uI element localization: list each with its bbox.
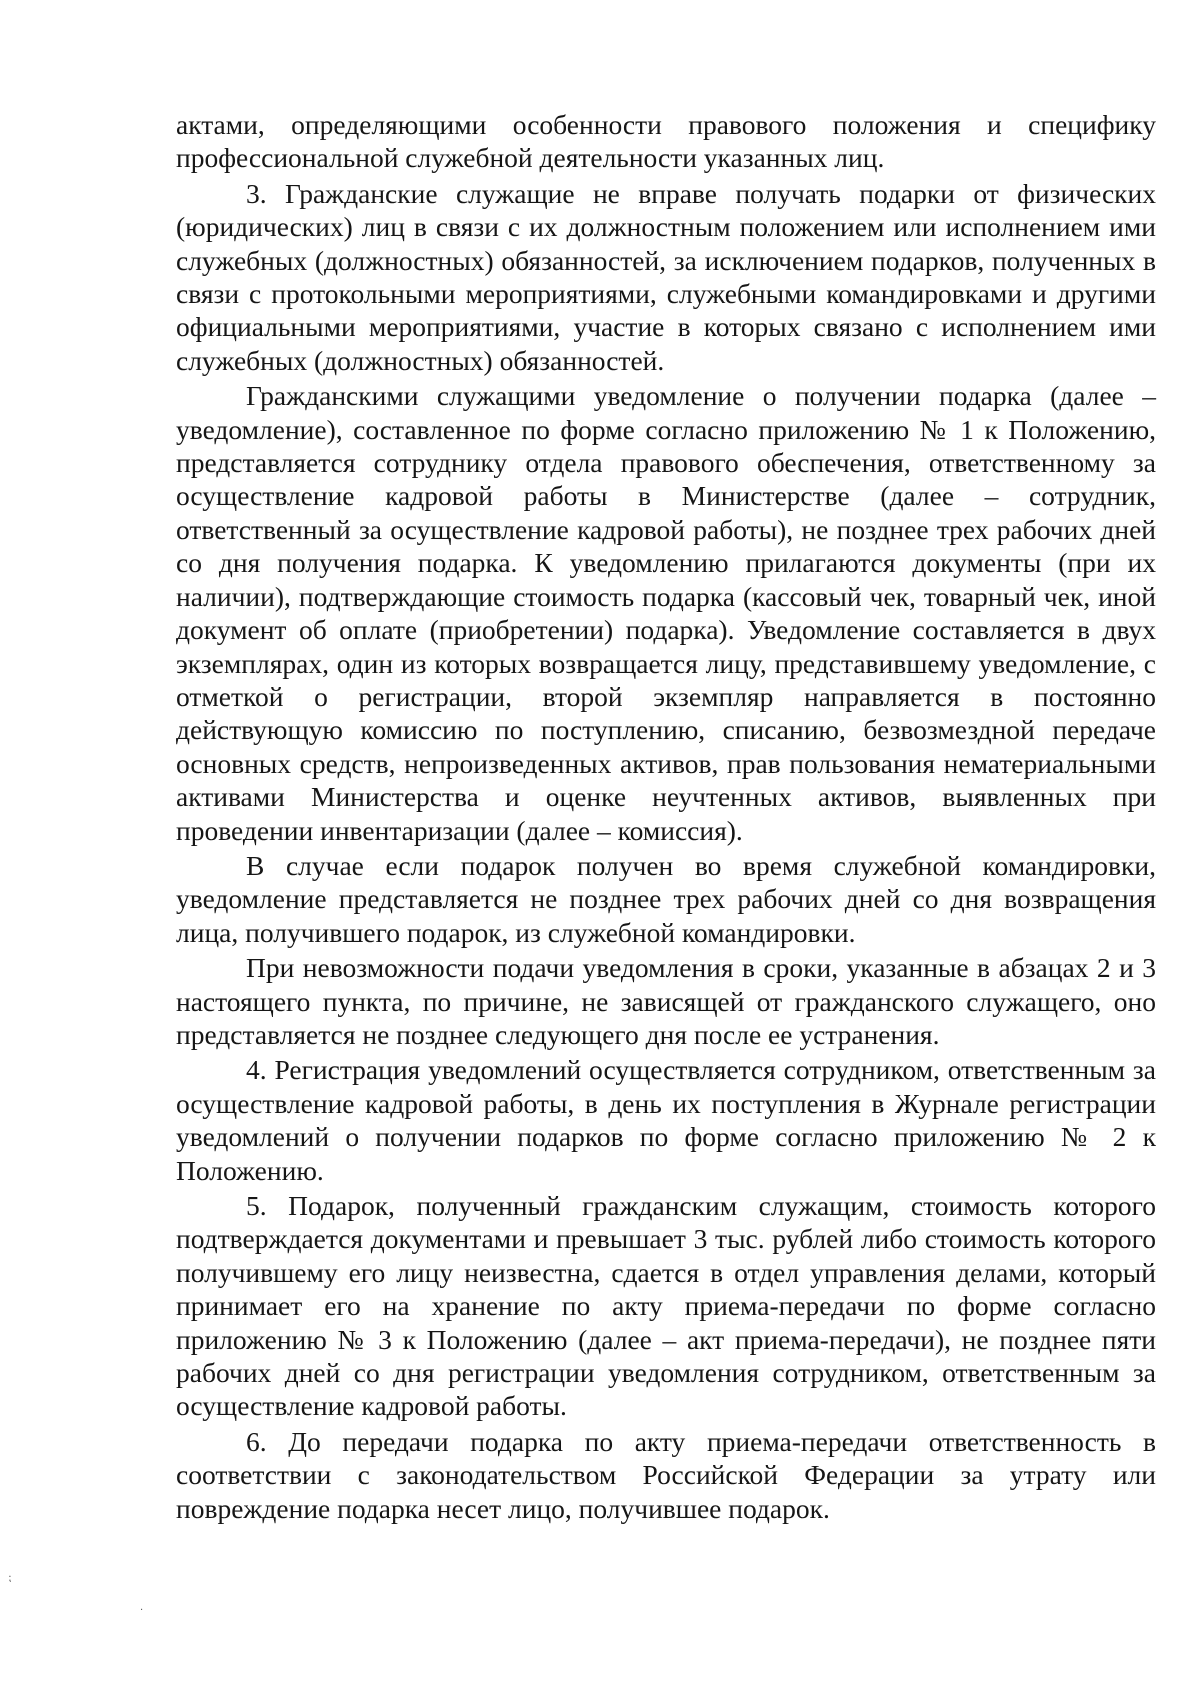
paragraph-notification-procedure: Гражданскими служащими уведомление о получении подарка (далее – уведомление), составленное по форме согласно приложению № 1 к Положению, представляется сотруднику отдела правового обеспечения, ответственному за осуществление кадровой работы в Министерстве (далее – сотрудник, ответственный за осуществление кадровой работы), не позднее трех рабочих дней со дня получения подарка. К уведомлению прилагаются документы (при их наличии), подтверждающие стоимость подарка (кассовый чек, товарный чек, иной документ об оплате (приобретении) подарка). Уведомление составляется в двух экземплярах, один из которых возвращается лицу, представившему уведомление, с отметкой о регистрации, второй экземпляр направляется в постоянно действующую комиссию по поступлению, списанию, безвозмездной передаче основных средств, непроизведенных активов, прав пользования нематериальными активами Министерства и оценке неучтенных активов, выявленных при проведении инвентаризации (далее – комиссия).: [176, 380, 1156, 846]
scan-artifact-mark: ⁏: [8, 1573, 12, 1584]
scan-artifact-dot: ·: [140, 1605, 144, 1616]
paragraph-item-6: 6. До передачи подарка по акту приема-передачи ответственность в соответствии с законодательством Российской Федерации за утрату или повреждение подарка несет лицо, получившее подарок.: [176, 1425, 1156, 1524]
paragraph-item-3: 3. Гражданские служащие не вправе получать подарки от физических (юридических) лиц в связи с их должностным положением или исполнением ими служебных (должностных) обязанностей, за исключением подарков, полученных в связи с протокольными мероприятиями, служебными командировками и другими официальными мероприятиями, участие в которых связано с исполнением ими служебных (должностных) обязанностей.: [176, 177, 1156, 376]
paragraph-business-trip: В случае если подарок получен во время служебной командировки, уведомление представляется не позднее трех рабочих дней со дня возвращения лица, получившего подарок, из служебной командировки.: [176, 849, 1156, 948]
paragraph-item-4: 4. Регистрация уведомлений осуществляется сотрудником, ответственным за осуществление кадровой работы, в день их поступления в Журнале регистрации уведомлений о получении подарков по форме согласно приложению № 2 к Положению.: [176, 1054, 1156, 1186]
paragraph-continuation: актами, определяющими особенности правового положения и специфику профессиональной служебной деятельности указанных лиц.: [176, 109, 1156, 174]
paragraph-item-5: 5. Подарок, полученный гражданским служащим, стоимость которого подтверждается документами и превышает 3 тыс. рублей либо стоимость которого получившему его лицу неизвестна, сдается в отдел управления делами, который принимает его на хранение по акту приема-передачи по форме согласно приложению № 3 к Положению (далее – акт приема-передачи), не позднее пяти рабочих дней со дня регистрации уведомления сотрудником, ответственным за осуществление кадровой работы.: [176, 1190, 1156, 1422]
document-body: [176, 108, 1156, 1527]
paragraph-impossibility: При невозможности подачи уведомления в сроки, указанные в абзацах 2 и 3 настоящего пункта, по причине, не зависящей от гражданского служащего, оно представляется не позднее следующего дня после ее устранения.: [176, 952, 1156, 1050]
